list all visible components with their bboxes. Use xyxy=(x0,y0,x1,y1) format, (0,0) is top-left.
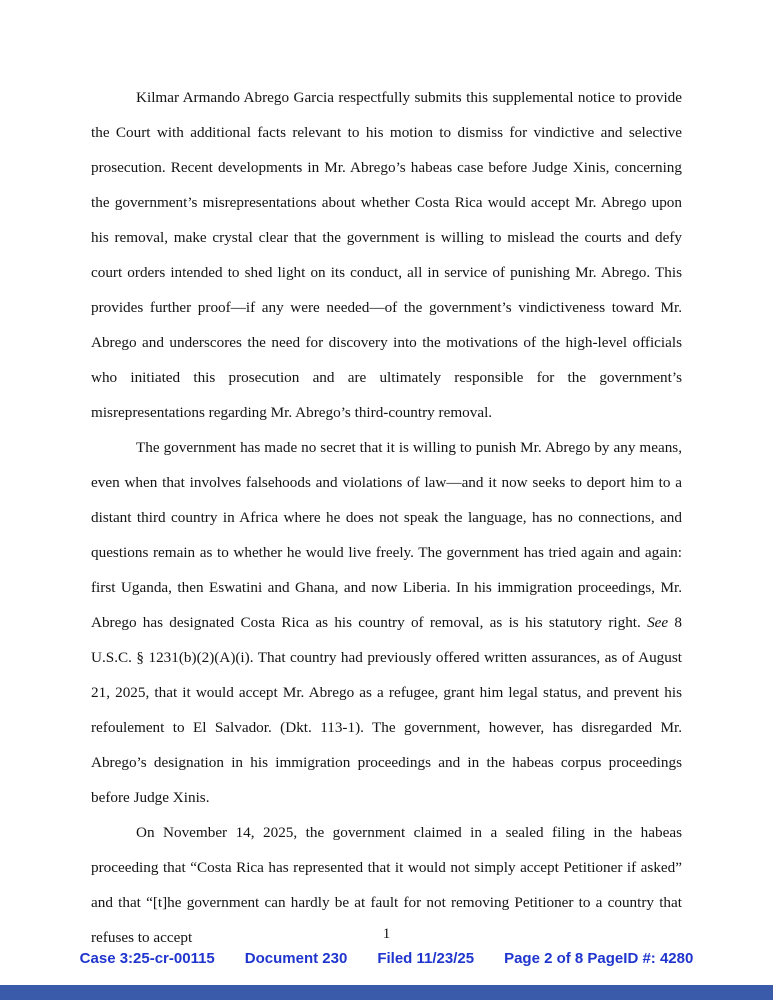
paragraph-1-text: Kilmar Armando Abrego Garcia respectfully submits this supplemental notice to provide the Court with additional facts relevant to his motion to dismiss for vindictive and selective prosecution. Recent developments in Mr. Abrego’s habeas case before Judge Xinis, concerning the government’s misrepresentations about whether Costa Rica would accept Mr. Abrego upon his removal, make crystal clear that the government is willing to mislead the courts and defy court orders intended to shed light on its conduct, all in service of punishing Mr. Abrego. This provides further proof—if any were needed—of the government’s vindictiveness toward Mr. Abrego and underscores the need for discovery into the motivations of the high-level officials who initiated this prosecution and are ultimately responsible for the government’s misrepresentations regarding Mr. Abrego’s third-country removal. xyxy=(91,89,682,421)
paragraph-3-text: On November 14, 2025, the government claimed in a sealed filing in the habeas proceeding that “Costa Rica has represented that it would not simply accept Petitioner if asked” and that “[t]he government can hardly be at fault for not removing Petitioner to a country that refuses to accept xyxy=(91,824,682,946)
paragraph-2 xyxy=(91,430,682,815)
citation-signal-see: See xyxy=(647,614,669,631)
paragraph-1 xyxy=(91,80,682,430)
stamp-case-number: Case 3:25-cr-00115 xyxy=(79,950,215,967)
stamp-page-info: Page 2 of 8 PageID #: 4280 xyxy=(504,950,694,967)
paragraph-2-text-pre: The government has made no secret that it is willing to punish Mr. Abrego by any means, even when that involves falsehoods and violations of law—and it now seeks to deport him to a distant third country in Africa where he does not speak the language, has no connections, and questions remain as to whether he would live freely. The government has tried again and again: first Uganda, then Eswatini and Ghana, and now Liberia. In his immigration proceedings, Mr. Abrego has designated Costa Rica as his country of removal, as is his statutory right. xyxy=(91,439,682,631)
case-stamp-footer xyxy=(0,950,773,967)
stamp-filed-date: Filed 11/23/25 xyxy=(377,950,475,967)
document-body xyxy=(91,80,682,955)
stamp-document-number: Document 230 xyxy=(244,950,348,967)
bottom-blue-bar xyxy=(0,985,773,1000)
page-number: 1 xyxy=(382,926,391,942)
paragraph-2-text-post: 8 U.S.C. § 1231(b)(2)(A)(i). That country had previously offered written assurances, as of August 21, 2025, that it would accept Mr. Abrego as a refugee, grant him legal status, and prevent his refoulement to El Salvador. (Dkt. 113-1). The government, however, has disregarded Mr. Abrego’s designation in his immigration proceedings and in the habeas corpus proceedings before Judge Xinis. xyxy=(91,614,683,806)
